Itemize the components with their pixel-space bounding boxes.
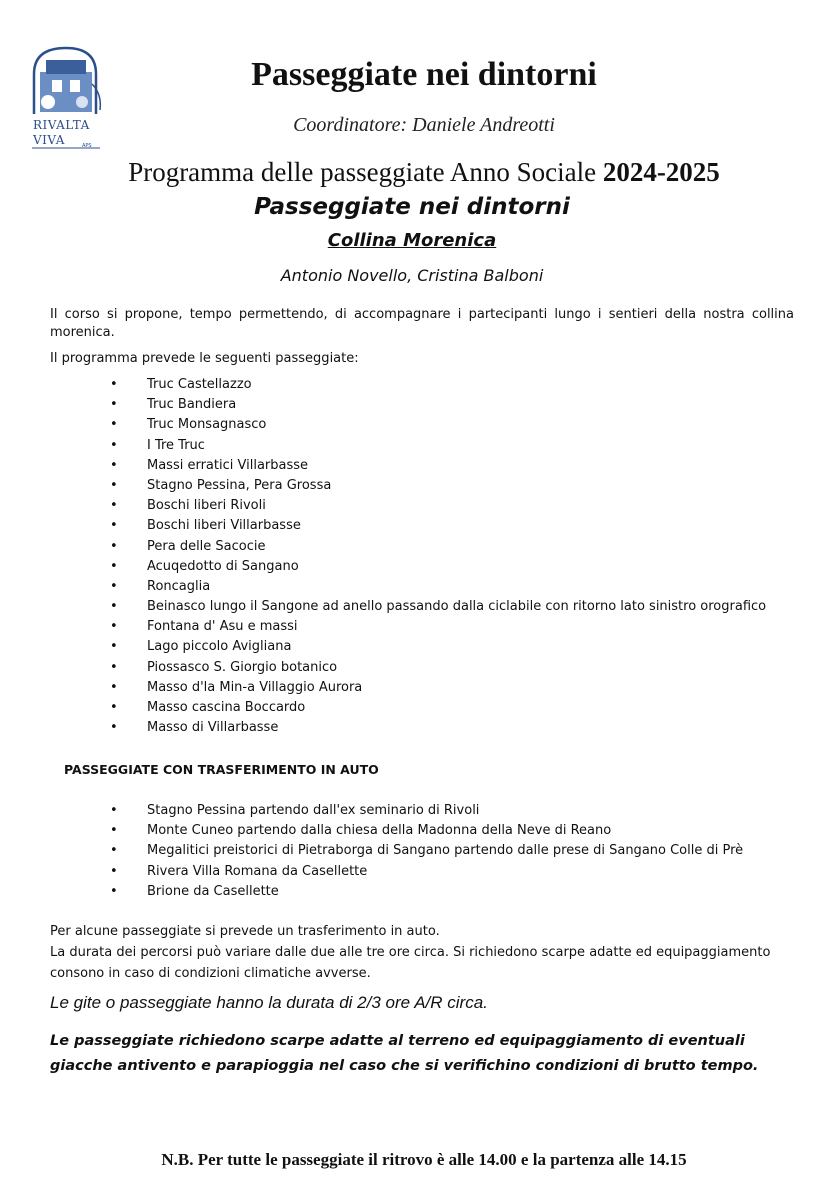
walk-list-item: • Fontana d' Asu e massi [0,617,766,637]
walk-list-item: • Massi erratici Villarbasse [0,456,766,476]
walk-list-item: • Truc Bandiera [0,395,766,415]
coordinator: Coordinatore: Daniele Andreotti [293,114,555,136]
walk-list-item: • Boschi liberi Villarbasse [0,516,766,536]
walk-list-item: • Masso di Villarbasse [0,718,766,738]
car-walk-list-item: • Brione da Casellette [0,882,743,902]
walk-list-item: • Boschi liberi Rivoli [0,496,766,516]
car-walk-list-item: • Monte Cuneo partendo dalla chiesa della Madonna della Neve di Reano [0,821,743,841]
car-walk-list-item: • Megalitici preistorici di Pietraborga di Sangano partendo dalle prese di Sangano Colle di Prè [0,841,743,861]
note-transfer: Per alcune passeggiate si prevede un trasferimento in auto. [50,924,440,939]
note-equipment: Le passeggiate richiedono scarpe adatte al terreno ed equipaggiamento di eventuali giacche antivento e parapioggia nel caso che si verifichino condizioni di brutto tempo. [50,1033,759,1074]
walk-list-item: • Pera delle Sacocie [0,537,766,557]
intro-paragraph: Il corso si propone, tempo permettendo, di accompagnare i partecipanti lungo i sentieri della nostra collina morenica. [50,307,794,340]
walk-list-item: • Masso cascina Boccardo [0,698,766,718]
area-title: Collina Morenica [327,230,497,251]
logo-text-line1: RIVALTA [33,118,90,132]
logo-suffix: APS [82,143,92,149]
note-gite: Le gite o passeggiate hanno la durata di 2/3 ore A/R circa. [50,993,488,1012]
walk-list-item: • Piossasco S. Giorgio botanico [0,658,766,678]
program-prefix: Programma delle passeggiate Anno Sociale [128,157,603,187]
walk-list-item: • Acuqedotto di Sangano [0,557,766,577]
program-intro: Il programma prevede le seguenti passeggiate: [50,351,359,366]
page-title: Passeggiate nei dintorni [251,56,597,93]
walk-list-item: • Stagno Pessina, Pera Grossa [0,476,766,496]
car-walk-list-item: • Rivera Villa Romana da Casellette [0,862,743,882]
walks-list [0,375,766,738]
car-walk-list-item: • Stagno Pessina partendo dall'ex seminario di Rivoli [0,801,743,821]
walk-list-item: • Beinasco lungo il Sangone ad anello passando dalla ciclabile con ritorno lato sinistro orografico [0,597,766,617]
walk-list-item: • Roncaglia [0,577,766,597]
leaders: Antonio Novello, Cristina Balboni [280,266,544,285]
logo-text-line2: VIVA [33,133,65,147]
walk-list-item: • Truc Castellazzo [0,375,766,395]
note-nb: N.B. Per tutte le passeggiate il ritrovo è alle 14.00 e la partenza alle 14.15 [161,1150,687,1169]
walk-list-item: • I Tre Truc [0,436,766,456]
walk-list-item: • Masso d'la Min-a Villaggio Aurora [0,678,766,698]
walk-list-item: • Truc Monsagnasco [0,415,766,435]
walk-list-item: • Lago piccolo Avigliana [0,637,766,657]
car-section-heading: PASSEGGIATE CON TRASFERIMENTO IN AUTO [64,762,379,777]
program-title [0,157,839,188]
car-walks-list [0,801,743,902]
program-year: 2024-2025 [602,157,720,187]
subtitle: Passeggiate nei dintorni [254,194,570,220]
note-duration: La durata dei percorsi può variare dalle due alle tre ore circa. Si richiedono scarpe adatte ed equipaggiamento consono in caso di condizioni climatiche avverse. [50,945,771,981]
